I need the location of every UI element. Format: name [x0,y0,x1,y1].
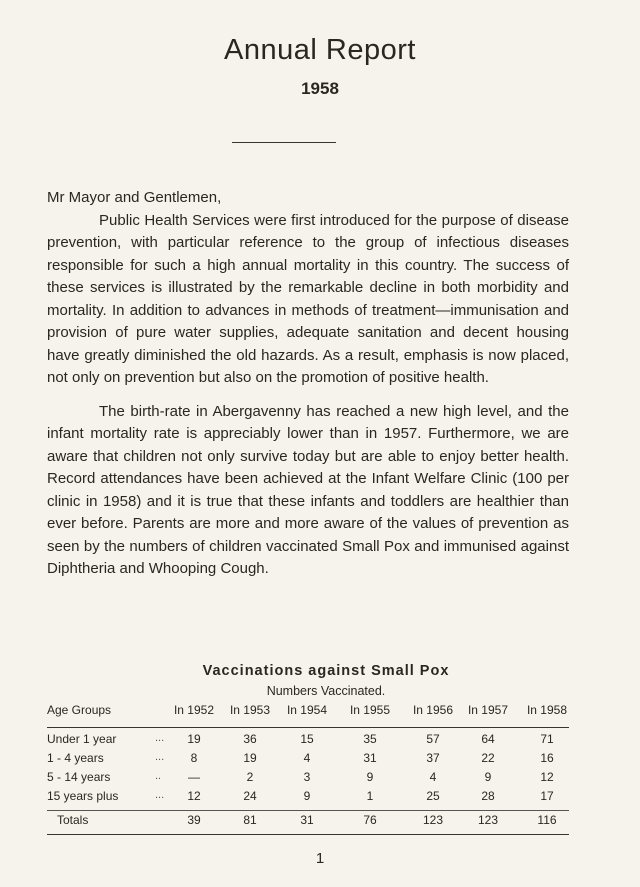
table-cell: 15 [300,732,314,746]
table-cell: 1 [366,789,374,803]
leader-dots: ... [155,751,165,763]
totals-cell: 76 [363,813,377,827]
table-cell: 35 [363,732,377,746]
leader-dots: ... [155,732,165,744]
paragraph-2: The birth-rate in Abergavenny has reached a new high level, and the infant mortality rate is appreciably lower than in 1957. Furthermore, we are aware that children not only survive today but are able to enjoy better health. Record attendances have been achieved at the Infant Welfare Clinic (100 per clinic in 1958) and it is true that these infants and toddlers are healthier than ever before. Parents are more and more aware of the values of prevention as seen by the numbers of children vaccinated Small Pox and immunised against Diphtheria and Whooping Cough. [47,402,569,577]
table-cell: 71 [540,732,554,746]
table-cell: 25 [426,789,440,803]
header-rule [47,727,569,728]
column-header: In 1954 [286,703,328,717]
table-cell: 3 [303,770,311,784]
totals-cell: 81 [243,813,257,827]
table-cell: 12 [187,789,201,803]
table-cell: 24 [243,789,257,803]
paragraph-1: Public Health Services were first introduced for the purpose of disease prevention, with particular reference to the group of infectious diseases responsible for such a high annual mortality in this country. The success of these services is illustrated by the remarkable decline in both morbidity and mortality. In addition to advances in methods of treatment—immunisation and provision of pure water supplies, adequate sanitation and decent housing have greatly diminished the old hazards. As a result, emphasis is now placed, not only on prevention but also on the promotion of positive health. [47,211,569,386]
vaccination-table [47,703,569,835]
table-cell: 4 [303,751,311,765]
table-cell: 4 [429,770,437,784]
table-cell: 9 [303,789,311,803]
table-row [47,751,569,770]
totals-cell: 123 [477,813,499,827]
column-header: In 1955 [349,703,391,717]
table-row [47,770,569,789]
table-cell: 8 [190,751,198,765]
row-label: 1 - 4 years [47,751,104,765]
totals-cell: 123 [422,813,444,827]
table-cell: 9 [366,770,374,784]
table-row [47,732,569,751]
table-cell: 9 [484,770,492,784]
salutation: Mr Mayor and Gentlemen, [47,189,222,206]
column-header: In 1953 [229,703,271,717]
table-cell: 64 [481,732,495,746]
table-cell: 2 [246,770,254,784]
table-title: Vaccinations against Small Pox [202,663,450,679]
page-number: 1 [315,850,325,867]
letter-body [47,187,569,581]
leader-dots: .. [155,770,162,782]
table-row [47,789,569,808]
totals-rule [47,810,569,811]
table-bottom-rule [47,834,569,835]
report-year: 1958 [301,79,339,98]
row-label: Under 1 year [47,732,117,746]
table-cell: 28 [481,789,495,803]
table-cell: 19 [187,732,201,746]
leader-dots: ... [155,789,165,801]
table-subtitle: Numbers Vaccinated. [266,684,386,698]
totals-cell: 31 [300,813,314,827]
table-cell: — [188,770,200,784]
column-header: In 1958 [526,703,568,717]
totals-cell: 116 [537,813,557,827]
column-header: Age Groups [47,703,112,717]
table-cell: 17 [540,789,554,803]
row-label: 5 - 14 years [47,770,111,784]
table-cell: 37 [426,751,440,765]
table-cell: 22 [481,751,495,765]
table-cell: 57 [426,732,440,746]
table-cell: 36 [243,732,257,746]
column-header: In 1952 [173,703,215,717]
table-cell: 19 [243,751,257,765]
table-cell: 16 [540,751,554,765]
row-label: 15 years plus [47,789,119,803]
table-cell: 31 [363,751,377,765]
totals-cell: 39 [187,813,201,827]
report-title: Annual Report [224,34,416,66]
title-divider [232,142,336,143]
column-header: In 1956 [412,703,454,717]
column-header: In 1957 [467,703,509,717]
table-body [47,732,569,811]
table-cell: 12 [540,770,554,784]
totals-row [47,813,569,832]
table-header-row [47,703,569,725]
totals-label: Totals [57,813,89,827]
